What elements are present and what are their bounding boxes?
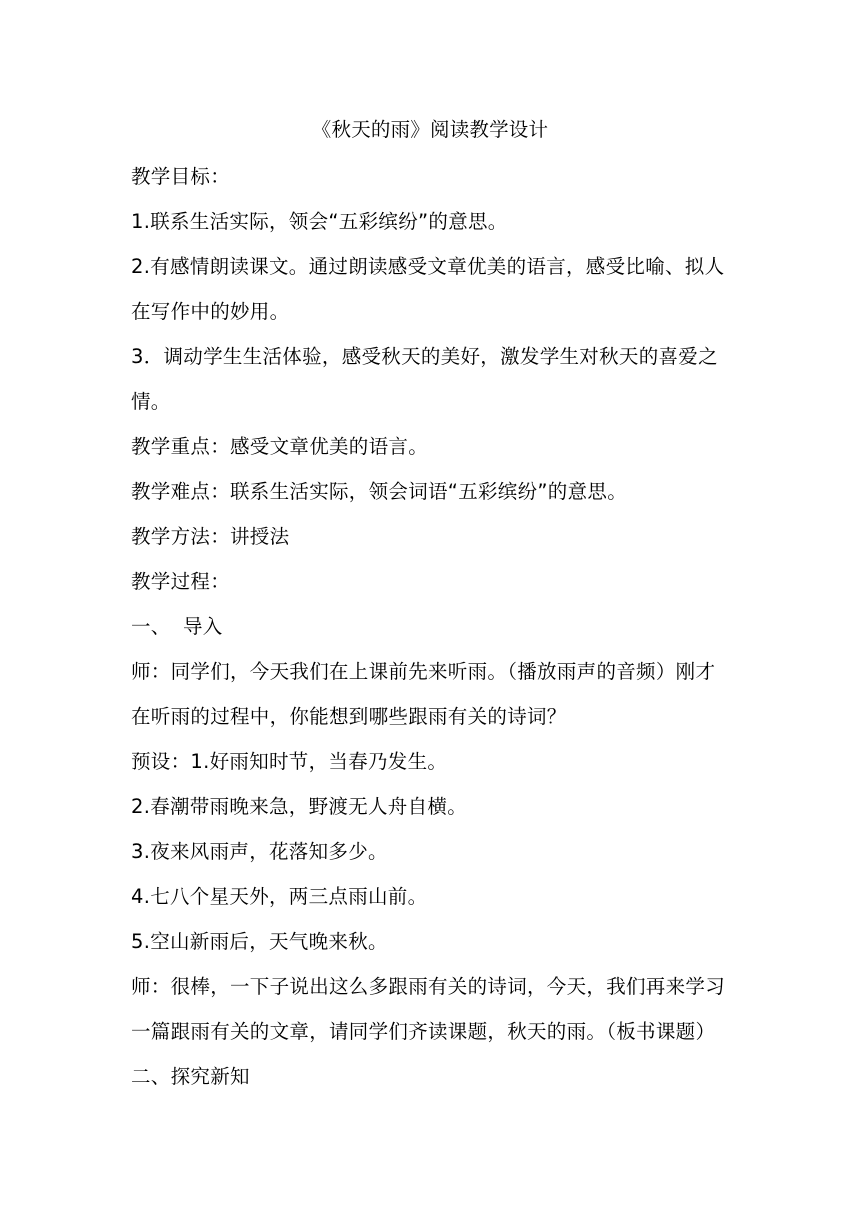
document-body [131, 154, 731, 1099]
section-1-heading [131, 604, 731, 649]
objective-2-line-2: 在写作中的妙用。 [131, 300, 290, 323]
teacher-summary [131, 964, 731, 1054]
key-point: 教学重点：感受文章优美的语言。 [131, 435, 429, 458]
teacher-intro-line-1: 师：同学们，今天我们在上课前先来听雨。（播放雨声的音频）刚才 [131, 660, 716, 683]
document-title: 《秋天的雨》阅读教学设计 [311, 118, 549, 141]
preset-5: 5.空山新雨后，天气晚来秋。 [131, 930, 388, 953]
teaching-method: 教学方法：讲授法 [131, 525, 290, 548]
section-1-label: 导入 [183, 615, 223, 638]
process-heading: 教学过程： [131, 570, 231, 593]
preset-2: 2.春潮带雨晚来急，野渡无人舟自横。 [131, 795, 468, 818]
objective-1: 1.联系生活实际，领会“五彩缤纷”的意思。 [131, 210, 508, 233]
teacher-summary-line-2: 一篇跟雨有关的文章，请同学们齐读课题，秋天的雨。（板书课题） [131, 1020, 716, 1043]
teacher-summary-line-1: 师：很棒，一下子说出这么多跟雨有关的诗词，今天，我们再来学习 [131, 975, 726, 998]
preset-3: 3.夜来风雨声，花落知多少。 [131, 840, 388, 863]
objective-3-line-2: 情。 [131, 390, 171, 413]
section-2-heading: 二、探究新知 [131, 1065, 250, 1088]
objective-2-line-1: 2.有感情朗读课文。通过朗读感受文章优美的语言，感受比喻、拟人 [131, 255, 725, 278]
objective-3-line-1: 3．调动学生生活体验，感受秋天的美好，激发学生对秋天的喜爱之 [131, 345, 718, 368]
preset-4: 4.七八个星天外，两三点雨山前。 [131, 885, 428, 908]
difficult-point: 教学难点：联系生活实际，领会词语“五彩缤纷”的意思。 [131, 480, 628, 503]
teacher-intro-line-2: 在听雨的过程中，你能想到哪些跟雨有关的诗词？ [131, 705, 567, 728]
section-1-number: 一、 [131, 615, 171, 638]
objective-3 [131, 334, 731, 424]
teacher-intro [131, 649, 731, 739]
objectives-heading: 教学目标： [131, 165, 231, 188]
preset-1: 预设：1.好雨知时节，当春乃发生。 [131, 750, 448, 773]
objective-2 [131, 244, 731, 334]
